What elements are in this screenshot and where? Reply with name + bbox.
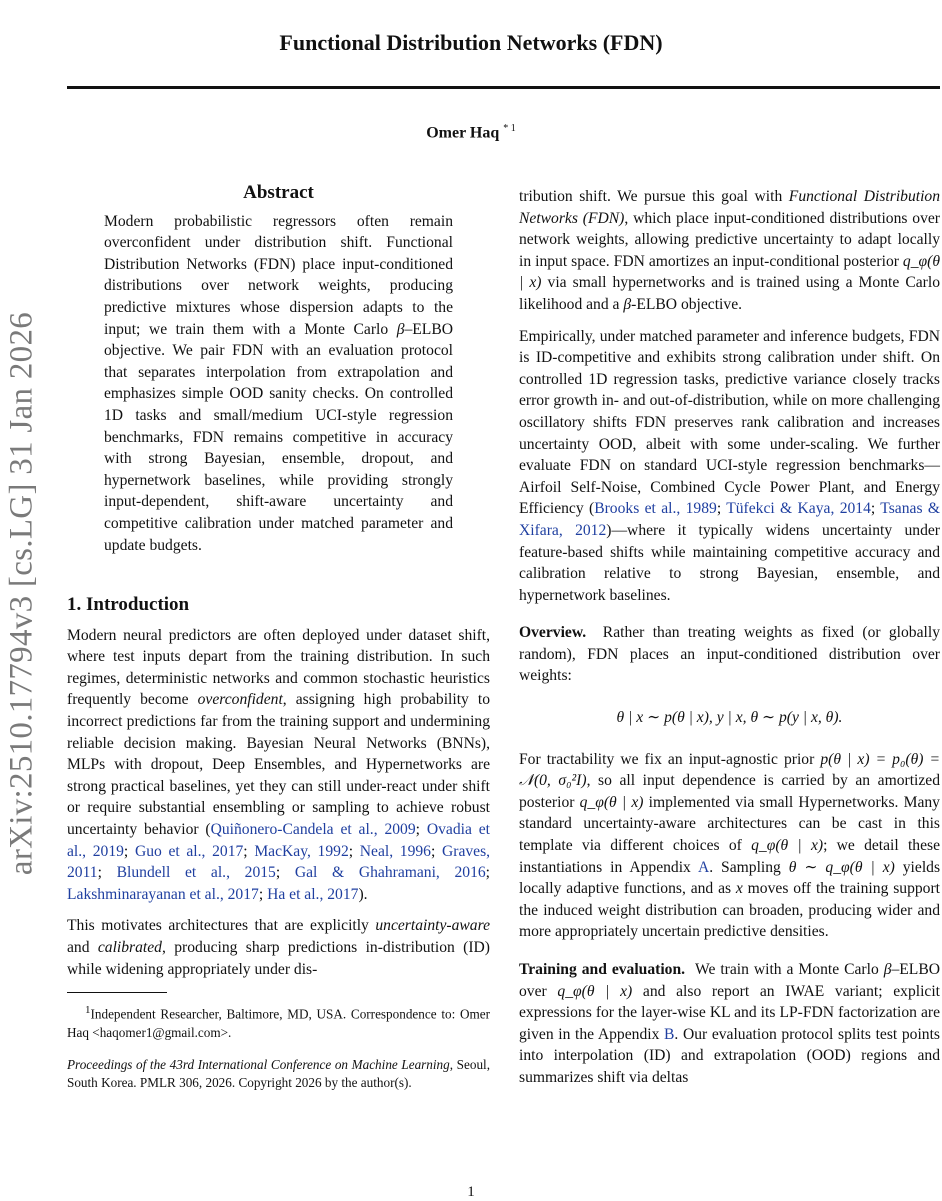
intro-paragraph: [67, 625, 490, 906]
text-run: )—where it typically widens uncertainty under feature-based shifts while maintaining competitive accuracy and calibration relative to strong Bayesian, ensemble, and hypernetwork baselines.: [519, 521, 940, 604]
text-run: ;: [430, 842, 442, 860]
citation-link[interactable]: Brooks et al., 1989: [594, 500, 717, 518]
text-run: This motivates architectures that are explicitly: [67, 917, 376, 935]
math-inline: q_φ(θ | x): [519, 252, 940, 292]
text-run: –ELBO over: [519, 961, 940, 1000]
text-run: , producing sharp predictions in-distribution (ID) while widening appropriately under dis-: [67, 939, 490, 978]
text-run: ;: [123, 842, 135, 860]
text-run: ;: [716, 500, 727, 518]
math-inline: q_φ(θ | x): [579, 793, 644, 811]
emphasis-text: calibrated: [97, 939, 162, 956]
footnote-text: Independent Researcher, Baltimore, MD, USA. Correspondence to: Omer Haq <haqomer1@gmail.com>.: [67, 1006, 490, 1040]
footnotes: [67, 1001, 490, 1091]
abstract-heading: Abstract: [243, 182, 314, 203]
math-inline: q_φ(θ | x): [751, 837, 824, 855]
footnote-affiliation: [67, 1001, 490, 1041]
section-heading-introduction: 1. Introduction: [67, 594, 190, 616]
text-run: moves off the training support the induced weight distribution can broaden, producing wider and more appropriately uncertain predictive densities.: [519, 880, 940, 941]
citation-link[interactable]: Blundell et al., 2015: [116, 864, 276, 882]
text-run: ;: [485, 864, 491, 882]
citation-link[interactable]: Lakshminarayanan et al., 2017: [67, 885, 259, 903]
author-line: [0, 123, 942, 142]
citation-link[interactable]: Quiñonero-Candela et al., 2009: [210, 821, 416, 839]
text-run: ;: [258, 885, 268, 903]
title-rule: [67, 86, 940, 89]
citation-link[interactable]: A: [697, 858, 710, 876]
citation-link[interactable]: Ovadia et al., 2019: [67, 821, 491, 860]
text-run: ;: [870, 500, 881, 518]
training-text: [519, 961, 940, 1086]
text-run: tribution shift. We pursue this goal with: [519, 188, 789, 205]
text-run: -ELBO objective.: [631, 295, 743, 313]
training-paragraph: [519, 959, 940, 1089]
math-inline: x: [735, 880, 743, 898]
proceedings-details: , Seoul, South Korea. PMLR 306, 2026. Copyright 2026 by the author(s).: [67, 1056, 491, 1090]
intro-paragraph: [519, 326, 940, 607]
overview-paragraph: [519, 622, 940, 687]
text-run: ;: [348, 842, 360, 860]
math-inline: p(θ | x) = p₀(θ) = 𝒩(0, σ₀²I): [519, 750, 940, 790]
author-marks: * 1: [503, 123, 516, 134]
citation-link[interactable]: Neal, 1996: [359, 842, 431, 860]
proceedings-venue: Proceedings of the 43rd International Conference on Machine Learning: [67, 1056, 450, 1072]
text-run: ;: [275, 864, 295, 882]
proceedings-note: [67, 1056, 490, 1092]
emphasis-text: overconfident: [197, 691, 283, 709]
citation-link[interactable]: B: [664, 1025, 675, 1043]
paper-title: Functional Distribution Networks (FDN): [279, 30, 663, 55]
training-heading: Training and evaluation.: [519, 961, 686, 978]
text-run: and: [67, 939, 98, 956]
text-run: yields locally adaptive functions, and as: [519, 858, 941, 898]
text-run: . Sampling: [709, 858, 789, 876]
math-inline: β: [623, 295, 632, 313]
arxiv-stamp: arXiv:2510.17794v3 [cs.LG] 31 Jan 2026: [3, 311, 40, 876]
text-run: . Our evaluation protocol splits test points into interpolation (ID) and extrapolation (OOD) regions and summarizes shift via deltas: [519, 1025, 941, 1086]
text-run: ;: [243, 842, 255, 860]
text-run: ;: [97, 864, 117, 882]
text-run: implemented via small Hypernetworks. Many standard uncertainty-aware architectures can be cast in this template via different choices of: [519, 793, 940, 855]
emphasis-text: Functional Distribution Networks (FDN): [519, 188, 940, 227]
text-run: via small hypernetworks and is trained using a Monte Carlo likelihood and a: [519, 274, 940, 313]
citation-link[interactable]: Guo et al., 2017: [134, 842, 244, 860]
math-inline: q_φ(θ | x): [557, 982, 633, 1000]
right-column: [519, 186, 940, 1099]
footnote-rule: [67, 992, 167, 993]
citation-link[interactable]: Gal & Ghahramani, 2016: [294, 864, 486, 882]
text-run: ;: [415, 821, 427, 839]
citation-link[interactable]: Ha et al., 2017: [267, 885, 359, 903]
text-run: and also report an IWAE variant; explicit expressions for the layer-wise KL and its LP-FDN factorization are given in the Appendix: [519, 982, 940, 1043]
math-inline: β: [396, 320, 405, 338]
text-run: –ELBO objective. We pair FDN with an evaluation protocol that separates interpolation from extrapolation and emphasizes simple OOD sanity checks. On controlled 1D tasks and small/medium UCI-style regression benchmarks, FDN remains competitive in accuracy with strong Bayesian, ensemble, dropout, and hypernetwork baselines, while providing strongly input-dependent, shift-aware uncertainty and competitive calibration under matched parameter and update budgets.: [104, 320, 453, 554]
text-run: ).: [358, 885, 368, 903]
math-inline: β: [883, 961, 892, 978]
overview-heading: Overview.: [519, 624, 587, 642]
footnote-mark: 1: [85, 1004, 91, 1017]
citation-link[interactable]: MacKay, 1992: [254, 842, 349, 860]
emphasis-text: uncertainty-aware: [375, 917, 490, 935]
text-run: Empirically, under matched parameter and inference budgets, FDN is ID-competitive and exhibits strong calibration under shift. On controlled 1D regression tasks, predictive variance closely tracks error growth in- and out-of-distribution, while on more challenging oscillatory shifts FDN preserves rank calibration and increases uncertainty OOD, albeit with some under-scaling. We further evaluate FDN on standard UCI-style regression benchmarks—Airfoil Self-Noise, Combined Cycle Power Plant, and Energy Efficiency (: [519, 327, 940, 518]
intro-paragraph: [519, 186, 940, 316]
text-run: , which place input-conditioned distributions over network weights, allowing predictive uncertainty to adapt locally in input space. FDN amortizes an input-conditional posterior: [519, 209, 940, 270]
abstract-text: [104, 211, 453, 557]
left-column: [67, 182, 490, 1106]
citation-link[interactable]: Tsanas & Xifara, 2012: [519, 500, 940, 539]
text-run: We train with a Monte Carlo: [694, 961, 884, 978]
page-number: 1: [467, 1184, 475, 1200]
text-run: Modern probabilistic regressors often remain overconfident under distribution shift. Functional Distribution Networks (FDN) place input-conditioned distributions over network weights, producing predictive mixtures whose dispersion adapts to the input; we train them with a Monte Carlo: [104, 212, 453, 338]
author-name: Omer Haq: [426, 124, 500, 142]
equation: θ | x ∼ p(θ | x), y | x, θ ∼ p(y | x, θ).: [616, 709, 843, 727]
overview-paragraph-continued: [519, 749, 940, 943]
text-run: ; we detail these instantiations in Appendix: [519, 837, 940, 876]
text-run: Rather than treating weights as fixed (or globally random), FDN places an input-conditioned distribution over weights:: [519, 624, 940, 685]
intro-paragraph: [67, 915, 490, 980]
text-run: , so all input dependence is carried by an amortized posterior: [519, 772, 941, 811]
citation-link[interactable]: Tüfekci & Kaya, 2014: [726, 500, 871, 518]
math-inline: θ ∼ q_φ(θ | x): [788, 858, 895, 876]
citation-link[interactable]: Graves, 2011: [67, 842, 491, 882]
text-run: For tractability we fix an input-agnostic prior: [519, 750, 821, 768]
text-run: , assigning high probability to incorrect predictions far from the training support and undermining reliable decision making. Bayesian Neural Networks (BNNs), MLPs with dropout, Deep Ensembles, and Hypernetworks are strong practical baselines, yet they can still under-react under shift or require substantial ensembling or sampling to achieve robust uncertainty behavior (: [67, 691, 490, 839]
text-run: Modern neural predictors are often deployed under dataset shift, where test inputs depart from the training distribution. In such regimes, deterministic networks and common stochastic heuristics frequently become: [67, 626, 490, 709]
